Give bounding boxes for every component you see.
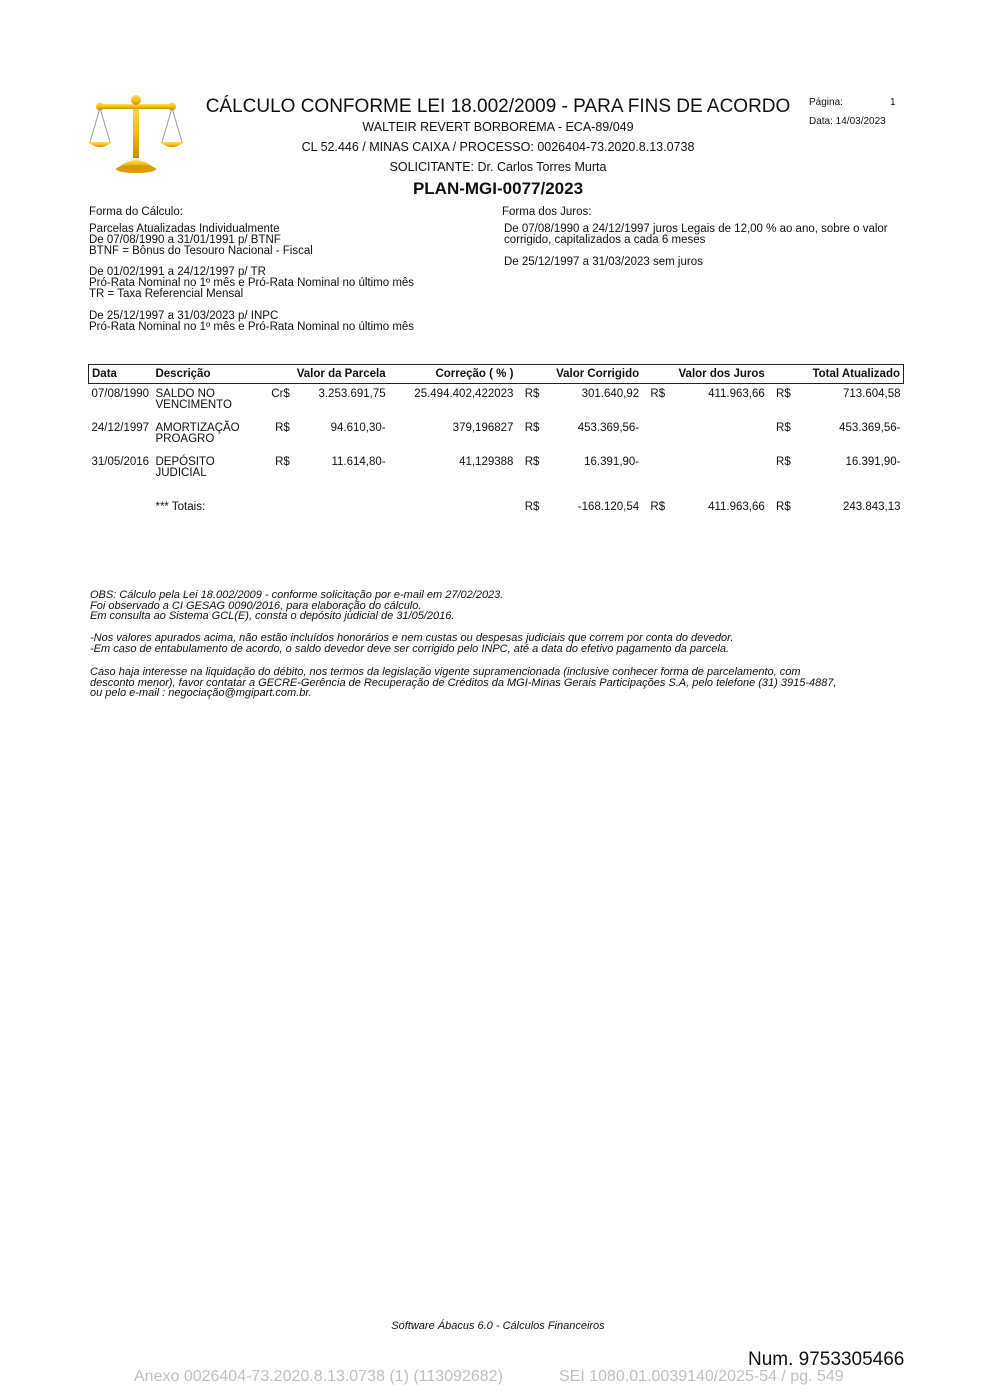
- requester-line: SOLICITANTE: Dr. Carlos Torres Murta: [389, 160, 607, 174]
- forma-juros-block2: De 25/12/1997 a 31/03/2023 sem juros: [504, 256, 703, 268]
- col-descricao: Descrição: [152, 365, 268, 384]
- cell-data: 31/05/2016: [91, 456, 150, 468]
- cell-moeda: R$: [524, 456, 540, 468]
- cell-moeda: R$: [275, 422, 290, 434]
- cell-descricao: DEPÓSITO JUDICIAL: [155, 456, 215, 479]
- cell-correcao: 25.494.402,422023: [414, 388, 514, 400]
- cell-moeda: R$: [776, 501, 791, 513]
- table-row: [89, 452, 904, 486]
- cell-moeda: R$: [776, 456, 791, 468]
- document-title: CÁLCULO CONFORME LEI 18.002/2009 - PARA FINS DE ACORDO: [205, 96, 791, 117]
- col-total: Total Atualizado: [768, 365, 904, 384]
- cell-moeda: Cr$: [271, 388, 290, 400]
- cell-valor-parcela: 11.614,80-: [331, 456, 386, 468]
- totals-label: *** Totais:: [155, 501, 206, 513]
- cell-moeda: R$: [524, 501, 540, 513]
- cell-valor-corrigido: 16.391,90-: [584, 456, 640, 468]
- process-line: CL 52.446 / MINAS CAIXA / PROCESSO: 0026404-73.2020.8.13.0738: [301, 140, 695, 154]
- cell-descricao: SALDO NO VENCIMENTO: [155, 388, 232, 411]
- cell-valor-corrigido: 301.640,92: [581, 388, 640, 400]
- col-data: Data: [89, 365, 153, 384]
- cell-data: 24/12/1997: [91, 422, 150, 434]
- forma-calculo-label: Forma do Cálculo:: [89, 206, 183, 218]
- cell-valor-juros: [668, 418, 768, 452]
- cell-valor-corrigido: 453.369,56-: [577, 422, 640, 434]
- cell-total: 16.391,90-: [845, 456, 901, 468]
- cell-total: 453.369,56-: [839, 422, 901, 434]
- table-row: [89, 384, 904, 419]
- cell-valor-juros: [668, 452, 768, 486]
- observations-block1: OBS: Cálculo pela Lei 18.002/2009 - conforme solicitação por e-mail em 27/02/2023. Foi observado a CI GESAG 0090/2016, para elaboração do cálculo. Em consulta ao Sistema GCL(E), consta o depósito judicial de 31/05/2016.: [90, 589, 504, 622]
- table-row: [89, 418, 904, 452]
- col-valor-parcela: Valor da Parcela: [268, 365, 388, 384]
- cell-moeda: R$: [776, 422, 791, 434]
- total-valor-juros: 411.963,66: [708, 501, 765, 513]
- col-valor-juros: Valor dos Juros: [642, 365, 768, 384]
- cell-moeda: R$: [650, 501, 666, 513]
- cell-descricao: AMORTIZAÇÃO PROAGRO: [155, 422, 240, 445]
- forma-calculo-block1: Parcelas Atualizadas Individualmente De 07/08/1990 a 31/01/1991 p/ BTNF BTNF = Bônus do Tesouro Nacional - Fiscal: [89, 223, 313, 257]
- cell-total: 713.604,58: [842, 388, 901, 400]
- cell-moeda: R$: [524, 422, 540, 434]
- software-footer: Software Ábacus 6.0 - Cálculos Financeiros: [391, 1320, 605, 1332]
- debtor-line: WALTEIR REVERT BORBOREMA - ECA-89/049: [362, 120, 634, 134]
- forma-calculo-block2: De 01/02/1991 a 24/12/1997 p/ TR Pró-Rata Nominal no 1º mês e Pró-Rata Nominal no último mês TR = Taxa Referencial Mensal: [89, 266, 415, 300]
- cell-moeda: R$: [275, 456, 290, 468]
- cell-moeda: R$: [650, 388, 666, 400]
- col-valor-corrigido: Valor Corrigido: [516, 365, 642, 384]
- total-valor-corrigido: -168.120,54: [577, 501, 640, 513]
- totals-row: [89, 486, 904, 513]
- forma-calculo-block3: De 25/12/1997 a 31/03/2023 p/ INPC Pró-Rata Nominal no 1º mês e Pró-Rata Nominal no último mês: [89, 310, 415, 333]
- table-header: [89, 365, 904, 384]
- page-label: Página:: [809, 97, 843, 108]
- cell-valor-juros: 411.963,66: [708, 388, 765, 400]
- forma-juros-block1: De 07/08/1990 a 24/12/1997 juros Legais de 12,00 % ao ano, sobre o valor corrigido, capitalizados a cada 6 meses: [504, 223, 888, 246]
- total-atualizado: 243.843,13: [842, 501, 901, 513]
- cell-moeda: R$: [524, 388, 540, 400]
- anexo-watermark: Anexo 0026404-73.2020.8.13.0738 (1) (113092682): [134, 1368, 503, 1385]
- cell-correcao: 379,196827: [452, 422, 514, 434]
- cell-moeda: R$: [776, 388, 791, 400]
- cell-data: 07/08/1990: [91, 388, 150, 400]
- date-label: Data: 14/03/2023: [809, 116, 886, 127]
- cell-correcao: 41,129388: [459, 456, 514, 468]
- document-number: Num. 9753305466: [748, 1349, 905, 1370]
- observations-block2: -Nos valores apurados acima, não estão incluídos honorários e nem custas ou despesas judiciais que correm por conta do devedor. -Em caso de entabulamento de acordo, o saldo devedor deve ser corrigido pelo INPC, até a data do efetivo pagamento da parcela.: [90, 632, 734, 655]
- forma-juros-label: Forma dos Juros:: [502, 206, 592, 218]
- plan-code: PLAN-MGI-0077/2023: [412, 179, 584, 198]
- cell-moeda: [642, 452, 668, 486]
- page-number: 1: [890, 97, 896, 108]
- observations-block3: Caso haja interesse na liquidação do débito, nos termos da legislação vigente supramencionada (inclusive conhecer forma de parcelamento, com desconto menor), favor contatar a GECRE-Gerência de Recuperação de Créditos da MGI-Minas Gerais Participações S.A, pelo telefone (31) 3915-4887, ou pelo e-mail : negociação@mgipart.com.br.: [90, 666, 837, 699]
- cell-valor-parcela: 94.610,30-: [330, 422, 386, 434]
- sei-watermark: SEI 1080.01.0039140/2025-54 / pg. 549: [559, 1368, 844, 1385]
- cell-moeda: [642, 418, 668, 452]
- col-correcao: Correção ( % ): [389, 365, 517, 384]
- scales-of-justice-icon: [86, 94, 186, 174]
- calculation-table: [88, 364, 904, 513]
- cell-valor-parcela: 3.253.691,75: [318, 388, 386, 400]
